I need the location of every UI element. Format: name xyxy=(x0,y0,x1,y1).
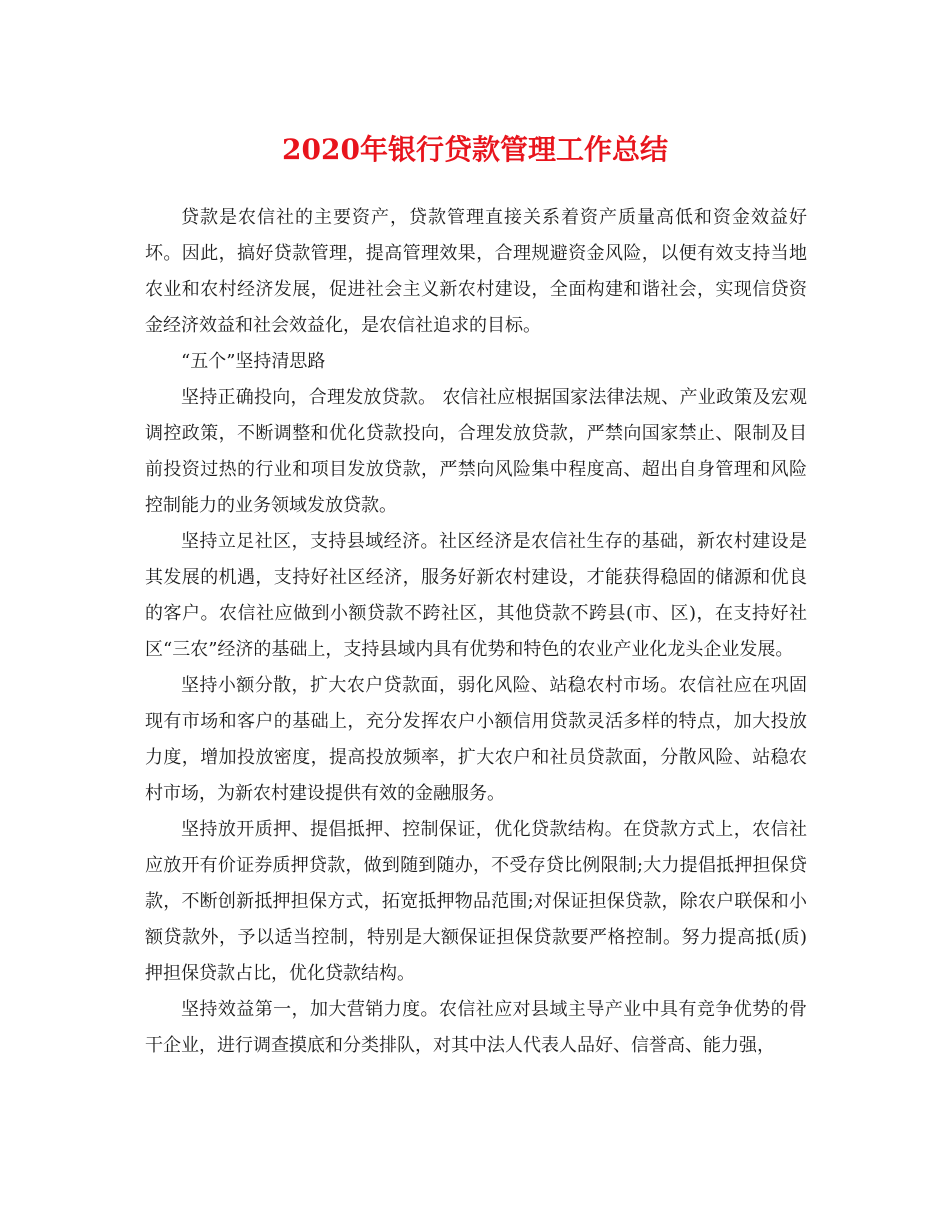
document-title: 2020年银行贷款管理工作总结 xyxy=(282,133,668,166)
paragraph-efficiency: 坚持效益第一，加大营销力度。农信社应对县域主导产业中具有竞争优势的骨干企业，进行调查摸底和分类排队，对其中法人代表人品好、信誉高、能力强， xyxy=(145,999,807,1056)
paragraph-collateral: 坚持放开质押、提倡抵押、控制保证，优化贷款结构。在贷款方式上，农信社应放开有价证券质押贷款，做到随到随办，不受存贷比例限制;大力提倡抵押担保贷款，不断创新抵押担保方式，拓宽抵押物品范围;对保证担保贷款，除农户联保和小额贷款外，予以适当控制，特别是大额保证担保贷款要严格控制。努力提高抵(质)押担保贷款占比，优化贷款结构。 xyxy=(145,819,807,984)
paragraph-intro: 贷款是农信社的主要资产，贷款管理直接关系着资产质量高低和资金效益好坏。因此，搞好贷款管理，提高管理效果，合理规避资金风险，以便有效支持当地农业和农村经济发展，促进社会主义新农村建设，全面构建和谐社会，实现信贷资金经济效益和社会效益化，是农信社追求的目标。 xyxy=(145,207,807,336)
paragraph-community: 坚持立足社区，支持县域经济。社区经济是农信社生存的基础，新农村建设是其发展的机遇，支持好社区经济，服务好新农村建设，才能获得稳固的储源和优良的客户。农信社应做到小额贷款不跨社区，其他贷款不跨县(市、区)，在支持好社区“三农”经济的基础上，支持县域内具有优势和特色的农业产业化龙头企业发展。 xyxy=(145,531,807,660)
paragraph-small-loans: 坚持小额分散，扩大农户贷款面，弱化风险、站稳农村市场。农信社应在巩固现有市场和客户的基础上，充分发挥农户小额信用贷款灵活多样的特点，加大投放力度，增加投放密度，提高投放频率，扩大农户和社员贷款面，分散风险、站稳农村市场，为新农村建设提供有效的金融服务。 xyxy=(145,675,807,804)
paragraph-loan-direction: 坚持正确投向，合理发放贷款。 农信社应根据国家法律法规、产业政策及宏观调控政策，不断调整和优化贷款投向，合理发放贷款，严禁向国家禁止、限制及目前投资过热的行业和项目发放贷款，严禁向风险集中程度高、超出自身管理和风险控制能力的业务领域发放贷款。 xyxy=(145,387,807,516)
section-heading: “五个”坚持清思路 xyxy=(181,351,326,372)
document-body xyxy=(145,200,807,1064)
